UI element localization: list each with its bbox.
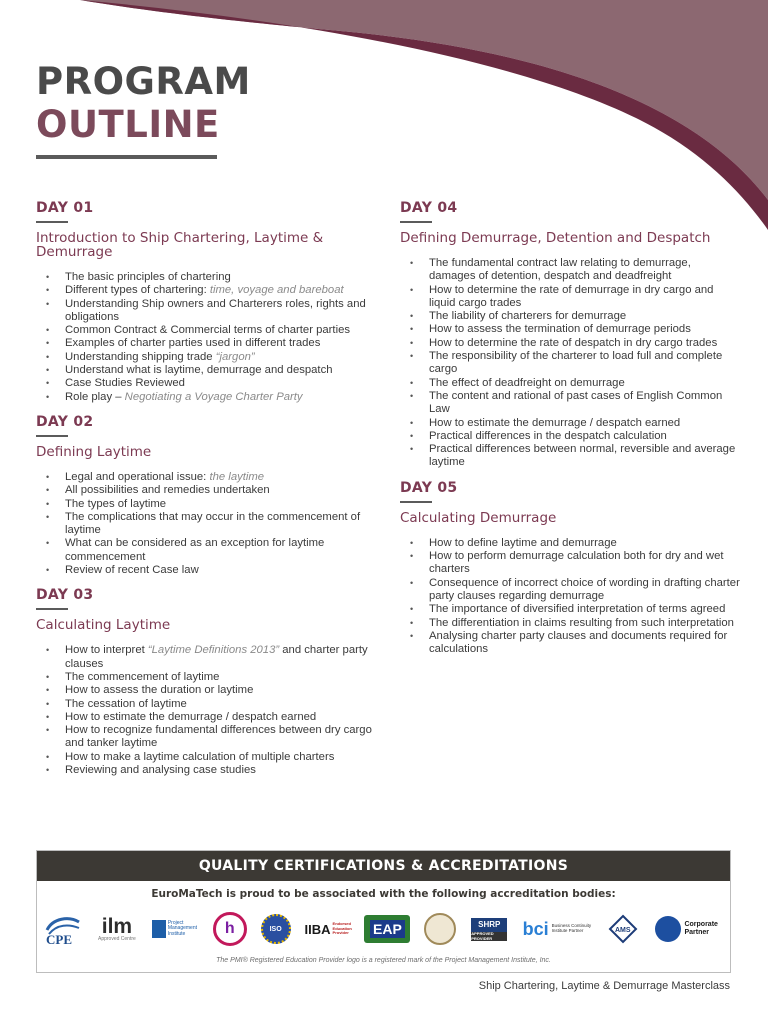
list-item [36,724,386,751]
list-item [36,484,386,497]
list-item [400,310,740,323]
item-text: Understand what is laytime, demurrage and despatch [65,364,333,377]
eap-logo-text: EAP [370,920,405,938]
item-text: The cessation of laytime [65,697,187,710]
item-text: The importance of diversified interpretation of terms agreed [429,603,726,616]
list-item [400,337,740,350]
title-underline [36,155,217,159]
day-05-section [400,480,740,657]
item-text: Understanding shipping trade [65,350,216,363]
page-title [36,60,251,146]
item-text: The liability of charterers for demurrage [429,310,627,323]
ilm-logo-text: ilm [101,915,133,938]
item-text: Analysing charter party clauses and documents required for calculations [429,629,728,656]
ams-logo-text: AMS [615,927,631,934]
certifications-box [36,850,731,973]
list-item [400,257,740,284]
item-text: All possibilities and remedies undertaken [65,484,270,497]
item-text: Legal and operational issue: [65,470,210,483]
shrm-logo-text: SHRP [478,920,501,929]
item-text: How to estimate the demurrage / despatch earned [65,710,317,723]
item-text: Practical differences in the despatch calculation [429,429,667,442]
topic-list [36,471,386,577]
day-label: DAY 02 [36,413,94,430]
topic-list [36,644,386,777]
list-item [400,350,740,377]
list-item [36,684,386,697]
item-text: The types of laytime [65,497,167,510]
right-column [400,200,740,666]
day-rule [36,435,68,437]
ilm-logo-sub: Approved Centre [98,936,136,942]
day-title: Defining Demurrage, Detention and Despatch [400,230,711,246]
item-text: How to estimate the demurrage / despatch earned [429,416,681,429]
item-emphasis: “jargon” [215,350,255,363]
list-item [36,298,386,325]
bci-logo [522,919,592,940]
item-text: Practical differences between normal, reversible and average laytime [429,443,736,469]
bci-logo-sub: Business Continuity Institute Partner [551,923,592,933]
iso-logo-text: ISO [269,925,282,933]
left-column [36,200,386,787]
pmi-logo-text: Project Management Institute [167,919,197,937]
list-item [36,498,386,511]
ams-logo [606,914,640,944]
footer-course-title: Ship Chartering, Laytime & Demurrage Masterclass [478,980,730,992]
list-item [36,391,386,404]
list-item [400,617,740,630]
day-title: Introduction to Ship Chartering, Laytime & Demurrage [36,230,324,260]
list-item [400,630,740,657]
item-text: Consequence of incorrect choice of wording in drafting charter party clauses regarding demurrage [429,576,740,602]
list-item [36,711,386,724]
seal-logo [424,913,456,945]
acp-logo-text: Corporate Partner [684,921,718,936]
acp-logo [654,916,726,942]
list-item [400,603,740,616]
list-item [36,644,386,671]
list-item [400,577,740,604]
list-item [400,390,740,417]
item-text: How to assess the termination of demurrage periods [429,323,691,336]
item-text: The content and rational of past cases of English Common Law [429,389,723,416]
list-item [400,537,740,550]
day-02-section [36,414,386,577]
day-label: DAY 05 [400,479,458,496]
shrm-logo-sub: APPROVED PROVIDER [471,931,494,941]
item-text: and charter party clauses [65,644,368,670]
list-item [36,284,386,297]
item-emphasis: time, voyage and bareboat [209,284,344,297]
list-item [36,751,386,764]
day-label: DAY 04 [400,200,458,216]
title-line-program: PROGRAM [36,60,251,103]
item-text: How to determine the rate of despatch in dry cargo trades [429,336,718,349]
list-item [36,537,386,564]
ilm-logo [97,916,137,942]
item-emphasis: the laytime [209,470,265,483]
list-item [400,284,740,311]
list-item [36,271,386,284]
list-item [36,324,386,337]
topic-list [400,257,740,470]
topic-list [400,537,740,657]
item-text: Role play – [65,390,125,403]
item-text: Reviewing and analysing case studies [65,764,256,777]
list-item [400,417,740,430]
item-text: How to define laytime and demurrage [429,536,617,549]
list-item [36,764,386,777]
item-text: The commencement of laytime [65,670,220,683]
item-text: How to perform demurrage calculation both for dry and wet charters [429,550,724,576]
item-text: Common Contract & Commercial terms of charter parties [65,324,351,337]
list-item [36,671,386,684]
list-item [36,511,386,538]
day-title: Calculating Laytime [36,617,171,634]
item-text: Case Studies Reviewed [65,377,185,390]
list-item [36,471,386,484]
item-text: Review of recent Case law [65,564,199,577]
day-04-section [400,200,740,470]
item-text: How to assess the duration or laytime [65,684,254,697]
title-line-outline: OUTLINE [36,103,220,146]
item-text: What can be considered as an exception for laytime commencement [65,537,325,563]
iiba-logo-sub: Endorsed Education Provider [332,921,352,936]
day-rule [36,221,68,223]
list-item [36,351,386,364]
day-rule [400,501,432,503]
hrdf-logo [213,912,247,946]
item-text: How to make a laytime calculation of multiple charters [65,750,335,763]
topic-list [36,271,386,404]
bci-logo-text: bci [522,918,549,939]
item-text: How to determine the rate of demurrage in dry cargo and liquid cargo trades [429,283,714,309]
item-text: Different types of chartering: [65,284,210,297]
day-03-section [36,587,386,777]
iiba-logo-text: IIBA [304,921,331,937]
pmi-logo [151,920,199,938]
hrdf-logo-text: h [224,920,235,937]
item-text: Examples of charter parties used in different trades [65,337,321,350]
item-emphasis: Negotiating a Voyage Charter Party [124,390,303,403]
list-item [400,323,740,336]
pmi-trademark-note: The PMI® Registered Education Provider logo is a registered mark of the Project Management Institute, Inc. [216,957,551,964]
iso-logo [261,914,291,944]
certifications-intro: EuroMaTech is proud to be associated with the following accreditation bodies: [151,888,616,900]
item-text: The basic principles of chartering [65,271,231,283]
list-item [36,337,386,350]
day-rule [400,221,432,223]
item-text: The effect of deadfreight on demurrage [429,376,625,389]
day-01-section [36,200,386,404]
accreditation-logos [43,909,726,949]
day-label: DAY 03 [36,587,94,604]
item-text: The fundamental contract law relating to demurrage, damages of detention, despatch and deadfreight [429,257,691,283]
list-item [400,550,740,577]
item-text: The differentiation in claims resulting from such interpretation [429,616,734,629]
certifications-heading: QUALITY CERTIFICATIONS & ACCREDITATIONS [37,851,730,881]
day-title: Calculating Demurrage [400,509,557,526]
cpe-logo [43,912,83,946]
day-title: Defining Laytime [36,443,152,460]
item-emphasis: “Laytime Definitions 2013” [147,644,280,657]
list-item [36,698,386,711]
shrm-logo [470,918,508,941]
list-item [400,443,740,470]
iiba-logo [305,922,351,937]
list-item [36,564,386,577]
list-item [400,430,740,443]
list-item [36,377,386,390]
cpe-logo-text: CPE [46,932,72,946]
day-rule [36,608,68,610]
day-label: DAY 01 [36,200,94,216]
item-text: How to recognize fundamental differences between dry cargo and tanker laytime [65,724,372,750]
item-text: The responsibility of the charterer to load full and complete cargo [429,350,723,376]
list-item [400,377,740,390]
list-item [36,364,386,377]
eap-logo [364,915,410,943]
item-text: Understanding Ship owners and Charterers roles, rights and obligations [65,297,366,323]
item-text: How to interpret [65,644,148,657]
item-text: The complications that may occur in the commencement of laytime [65,510,361,537]
